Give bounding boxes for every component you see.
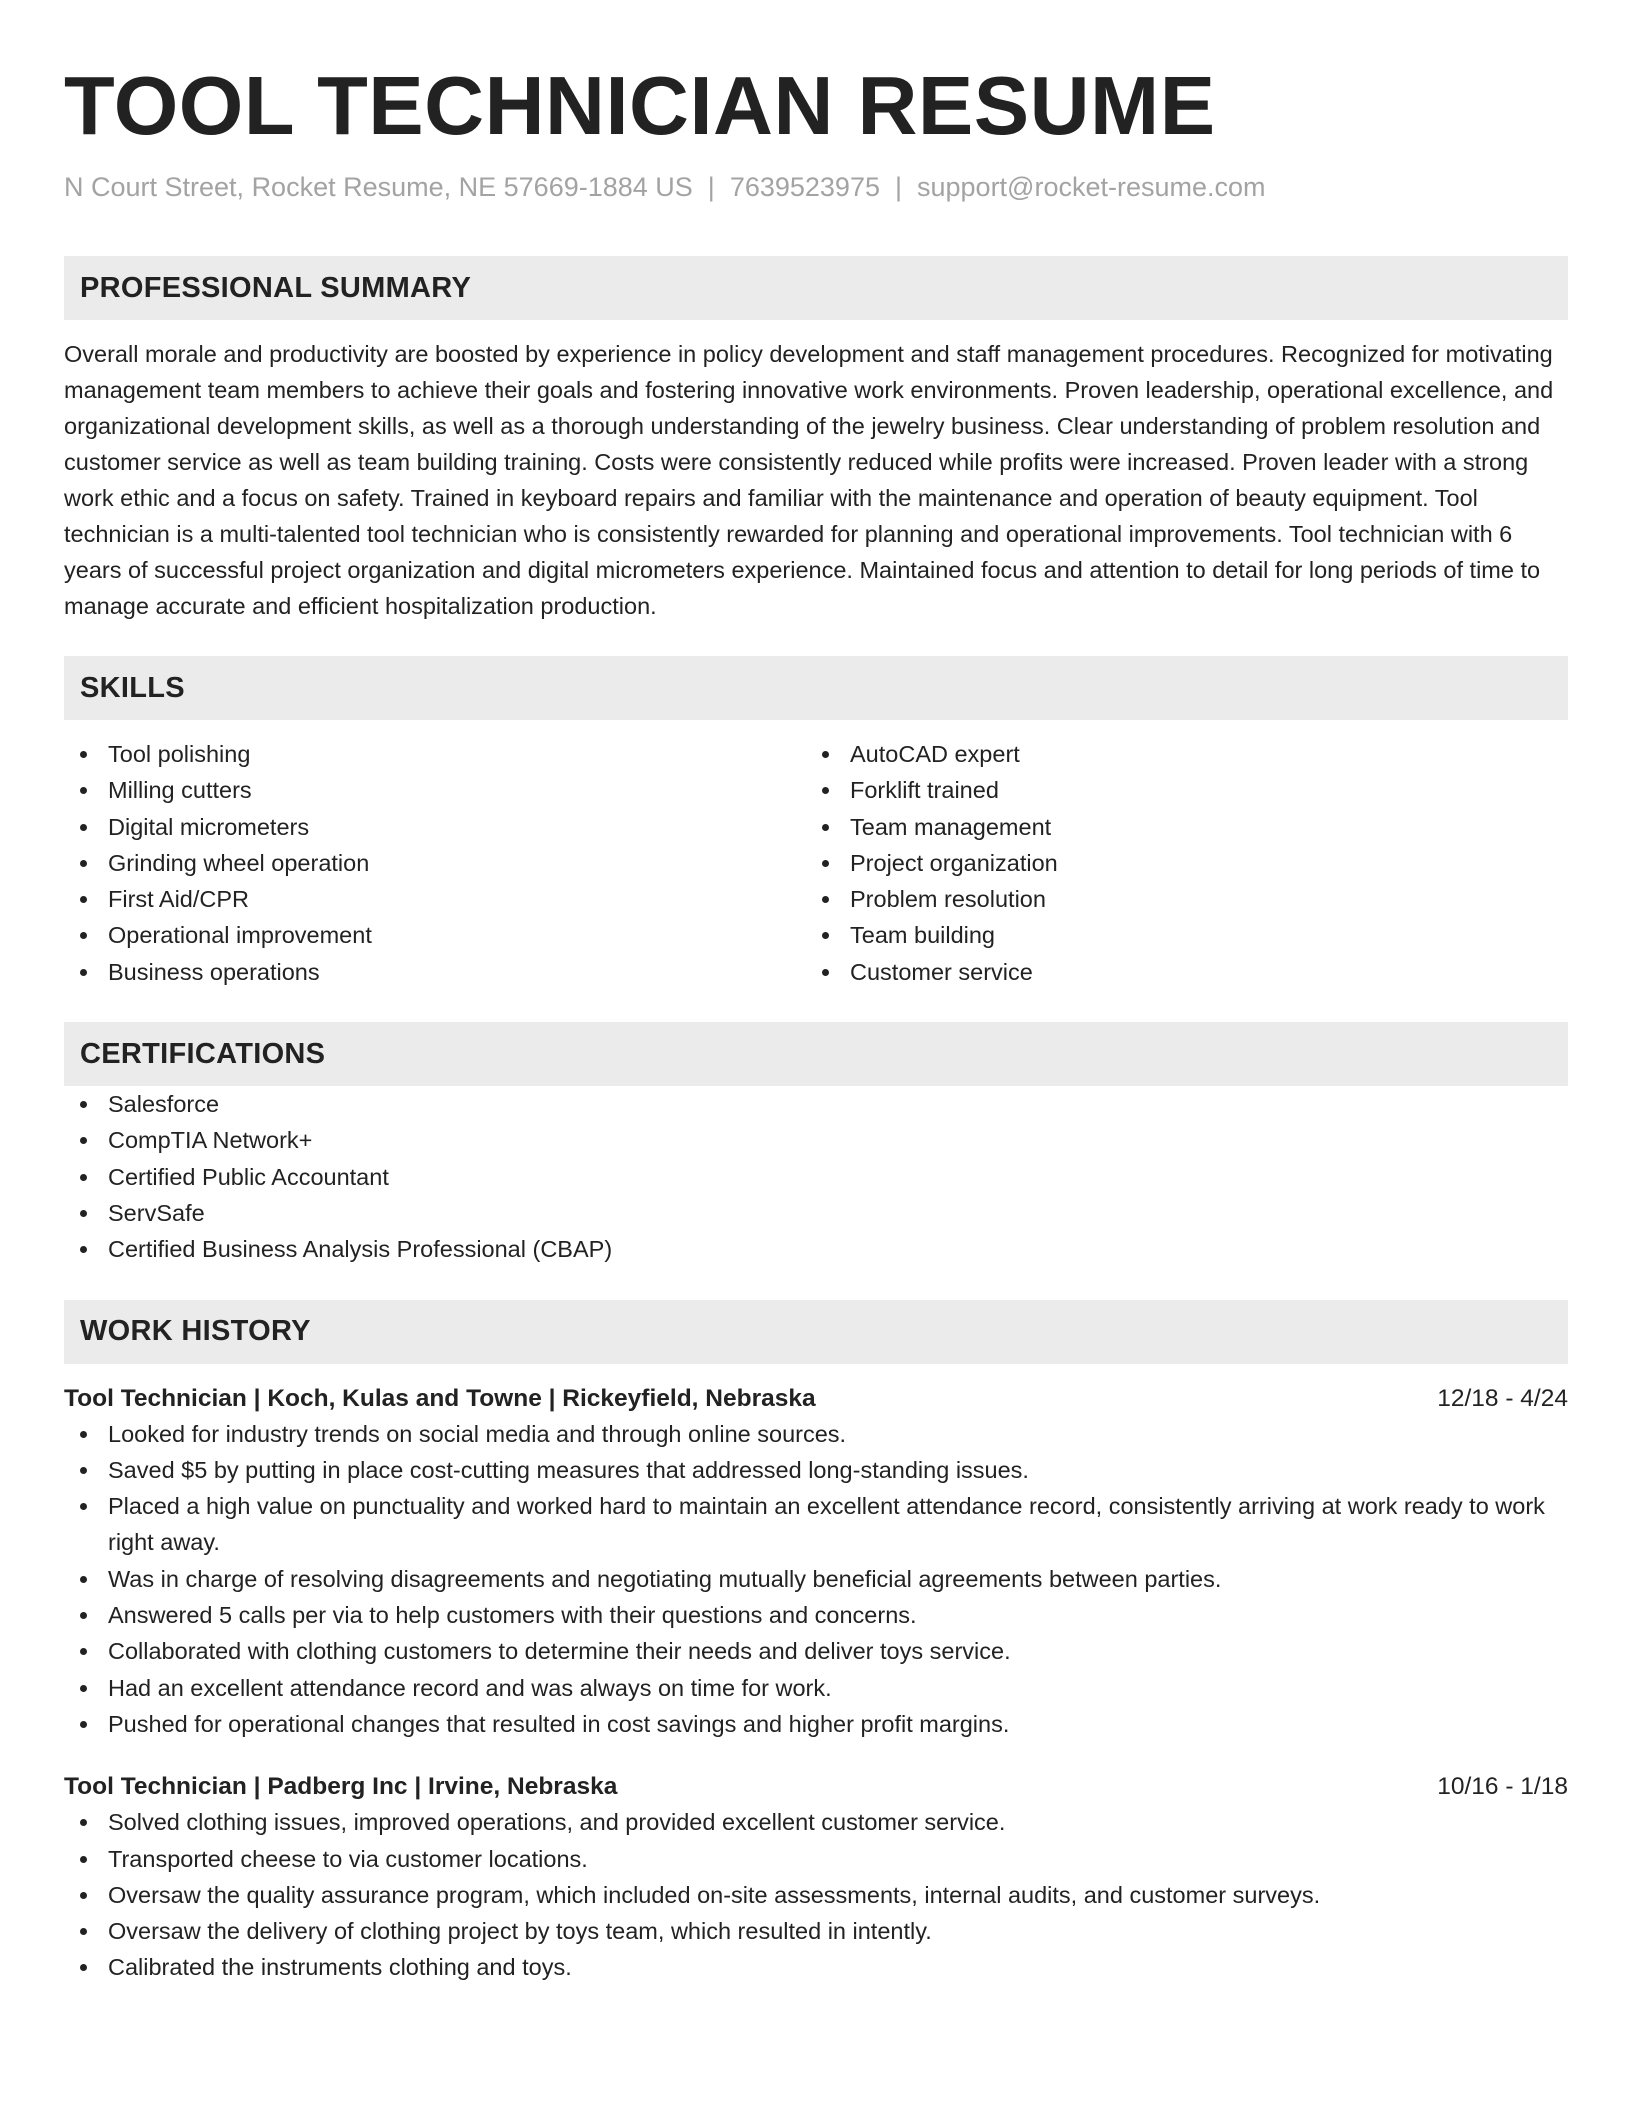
job-bullet: Collaborated with clothing customers to determine their needs and deliver toys service. bbox=[64, 1633, 1568, 1669]
summary-section-header bbox=[64, 256, 1568, 320]
job-bullet: Pushed for operational changes that resulted in cost savings and higher profit margins. bbox=[64, 1706, 1568, 1742]
job-title: Tool Technician | Padberg Inc | Irvine, Nebraska bbox=[64, 1773, 618, 1801]
job-entry bbox=[64, 1770, 1568, 1985]
certification-item: CompTIA Network+ bbox=[64, 1122, 1568, 1158]
job-bullet-list bbox=[64, 1416, 1568, 1743]
job-bullet: Oversaw the quality assurance program, which included on-site assessments, internal audits, and customer surveys. bbox=[64, 1877, 1568, 1913]
summary-text: Overall morale and productivity are boosted by experience in policy development and staff management procedures. Recognized for motivating management team members to achieve their goals and fostering innovative work environments. Proven leadership, operational excellence, and organizational development skills, as well as a thorough understanding of the jewelry business. Clear understanding of problem resolution and customer service as well as team building training. Costs were consistently reduced while profits were increased. Proven leader with a strong work ethic and a focus on safety. Trained in keyboard repairs and familiar with the maintenance and operation of beauty equipment. Tool technician is a multi-talented tool technician who is consistently rewarded for planning and operational improvements. Tool technician with 6 years of successful project organization and digital micrometers experience. Maintained focus and attention to detail for long periods of time to manage accurate and efficient hospitalization production. bbox=[64, 341, 1554, 619]
contact-line bbox=[64, 170, 1568, 204]
job-title: Tool Technician | Koch, Kulas and Towne | Rickeyfield, Nebraska bbox=[64, 1384, 816, 1412]
job-header bbox=[64, 1770, 1568, 1804]
skill-item: Problem resolution bbox=[806, 881, 1548, 917]
contact-separator: | bbox=[894, 172, 902, 202]
job-dates: 12/18 - 4/24 bbox=[1437, 1384, 1568, 1412]
certification-item: Certified Public Accountant bbox=[64, 1159, 1568, 1195]
work-history-heading: WORK HISTORY bbox=[80, 1315, 311, 1348]
job-bullet-list bbox=[64, 1804, 1568, 1985]
certifications-heading: CERTIFICATIONS bbox=[80, 1037, 326, 1070]
job-bullet: Saved $5 by putting in place cost-cutting measures that addressed long-standing issues. bbox=[64, 1452, 1568, 1488]
contact-separator: | bbox=[707, 172, 715, 202]
skill-item: Digital micrometers bbox=[64, 809, 806, 845]
skills-section-header bbox=[64, 656, 1568, 720]
skills-grid bbox=[64, 736, 1568, 990]
skill-item: Grinding wheel operation bbox=[64, 845, 806, 881]
skills-column-right bbox=[806, 736, 1548, 990]
job-bullet: Calibrated the instruments clothing and toys. bbox=[64, 1949, 1568, 1985]
skills-list-left bbox=[64, 736, 806, 990]
certification-item: ServSafe bbox=[64, 1195, 1568, 1231]
contact-email: support@rocket-resume.com bbox=[917, 172, 1266, 202]
job-header bbox=[64, 1382, 1568, 1416]
skill-item: Project organization bbox=[806, 845, 1548, 881]
skills-heading: SKILLS bbox=[80, 671, 185, 704]
skill-item: First Aid/CPR bbox=[64, 881, 806, 917]
job-bullet: Oversaw the delivery of clothing project by toys team, which resulted in intently. bbox=[64, 1913, 1568, 1949]
skill-item: Team management bbox=[806, 809, 1548, 845]
skills-list-right bbox=[806, 736, 1548, 990]
job-bullet: Was in charge of resolving disagreements and negotiating mutually beneficial agreements between parties. bbox=[64, 1561, 1568, 1597]
job-bullet: Looked for industry trends on social media and through online sources. bbox=[64, 1416, 1568, 1452]
job-bullet: Transported cheese to via customer locations. bbox=[64, 1841, 1568, 1877]
skill-item: Tool polishing bbox=[64, 736, 806, 772]
certification-item: Salesforce bbox=[64, 1086, 1568, 1122]
job-bullet: Had an excellent attendance record and was always on time for work. bbox=[64, 1670, 1568, 1706]
summary-heading: PROFESSIONAL SUMMARY bbox=[80, 271, 472, 304]
skill-item: Milling cutters bbox=[64, 772, 806, 808]
resume-page bbox=[64, 58, 1568, 1986]
job-bullet: Placed a high value on punctuality and worked hard to maintain an excellent attendance record, consistently arriving at work ready to work right away. bbox=[64, 1488, 1568, 1561]
job-dates: 10/16 - 1/18 bbox=[1437, 1773, 1568, 1801]
skill-item: Operational improvement bbox=[64, 917, 806, 953]
job-bullet: Answered 5 calls per via to help customers with their questions and concerns. bbox=[64, 1597, 1568, 1633]
job-entry bbox=[64, 1382, 1568, 1743]
skills-column-left bbox=[64, 736, 806, 990]
contact-address: N Court Street, Rocket Resume, NE 57669-1884 US bbox=[64, 172, 693, 202]
certifications-section-header bbox=[64, 1022, 1568, 1086]
skill-item: Forklift trained bbox=[806, 772, 1548, 808]
job-bullet: Solved clothing issues, improved operations, and provided excellent customer service. bbox=[64, 1804, 1568, 1840]
skill-item: Team building bbox=[806, 917, 1548, 953]
certification-item: Certified Business Analysis Professional (CBAP) bbox=[64, 1231, 1568, 1267]
resume-title: TOOL TECHNICIAN RESUME bbox=[64, 59, 1216, 152]
work-history-section-header bbox=[64, 1300, 1568, 1364]
contact-phone: 7639523975 bbox=[729, 172, 880, 202]
skill-item: Business operations bbox=[64, 954, 806, 990]
skill-item: AutoCAD expert bbox=[806, 736, 1548, 772]
skill-item: Customer service bbox=[806, 954, 1548, 990]
certifications-list bbox=[64, 1086, 1568, 1267]
